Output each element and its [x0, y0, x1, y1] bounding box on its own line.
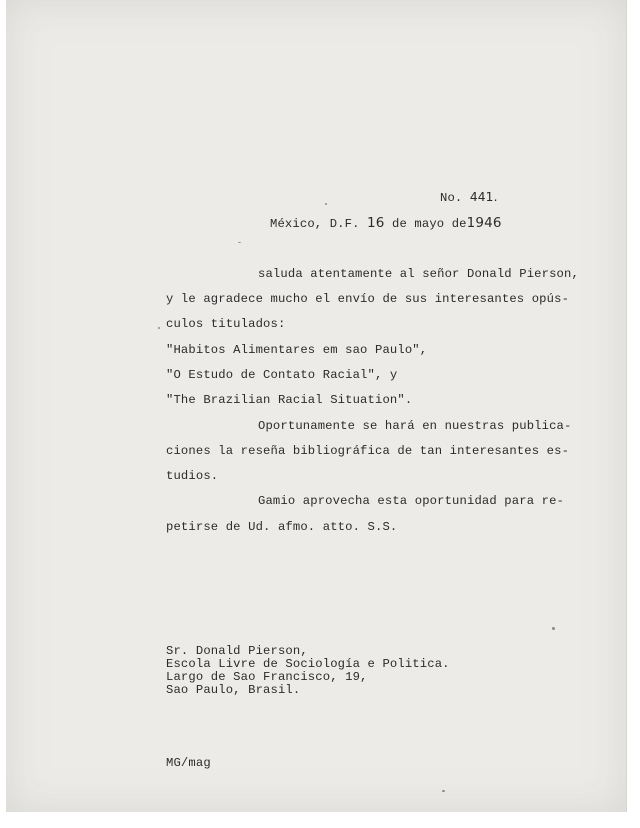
body-p1-line1: saluda atentamente al señor Donald Pierson,: [258, 267, 579, 281]
paper-speck: [325, 203, 327, 205]
date-middle: de mayo de: [392, 217, 467, 231]
letter-number-label: No.: [440, 191, 463, 205]
place-date-prefix: México, D.F.: [270, 217, 360, 231]
body-p3-line2: petirse de Ud. afmo. atto. S.S.: [166, 520, 398, 534]
scan-right-margin: [626, 0, 640, 828]
date-year: 1946: [466, 215, 502, 231]
paper-speck: [552, 627, 555, 630]
address-line-1: Sr. Donald Pierson,: [166, 644, 308, 658]
scan-bottom-margin: [0, 812, 640, 828]
body-p2-line2: ciones la reseña bibliográfica de tan interesantes es-: [166, 444, 570, 458]
address-line-3: Largo de Sao Francisco, 19,: [166, 670, 368, 684]
body-p1-line3: culos titulados:: [166, 317, 286, 331]
work-title-3: "The Brazilian Racial Situation".: [166, 393, 413, 407]
work-title-1: "Habitos Alimentares em sao Paulo",: [166, 343, 428, 357]
body-p1-line2: y le agradece mucho el envío de sus interesantes opús-: [166, 292, 570, 306]
letter-number: [440, 190, 498, 205]
typist-initials: MG/mag: [166, 756, 211, 770]
body-p2-line1: Oportunamente se hará en nuestras publica-: [258, 419, 572, 433]
paper-speck: [442, 790, 445, 792]
paper-speck: [158, 327, 160, 329]
paper-speck: [238, 242, 241, 243]
date-day: 16: [367, 215, 385, 231]
body-p3-line1: Gamio aprovecha esta oportunidad para re-: [258, 494, 565, 508]
letter-page: [6, 0, 627, 812]
work-title-2: "O Estudo de Contato Racial", y: [166, 368, 398, 382]
address-line-4: Sao Paulo, Brasil.: [166, 683, 301, 697]
letter-number-value: 441.: [469, 190, 498, 204]
place-date: [270, 216, 502, 231]
address-line-2: Escola Livre de Sociología e Politica.: [166, 657, 450, 671]
body-p2-line3: tudios.: [166, 469, 219, 483]
